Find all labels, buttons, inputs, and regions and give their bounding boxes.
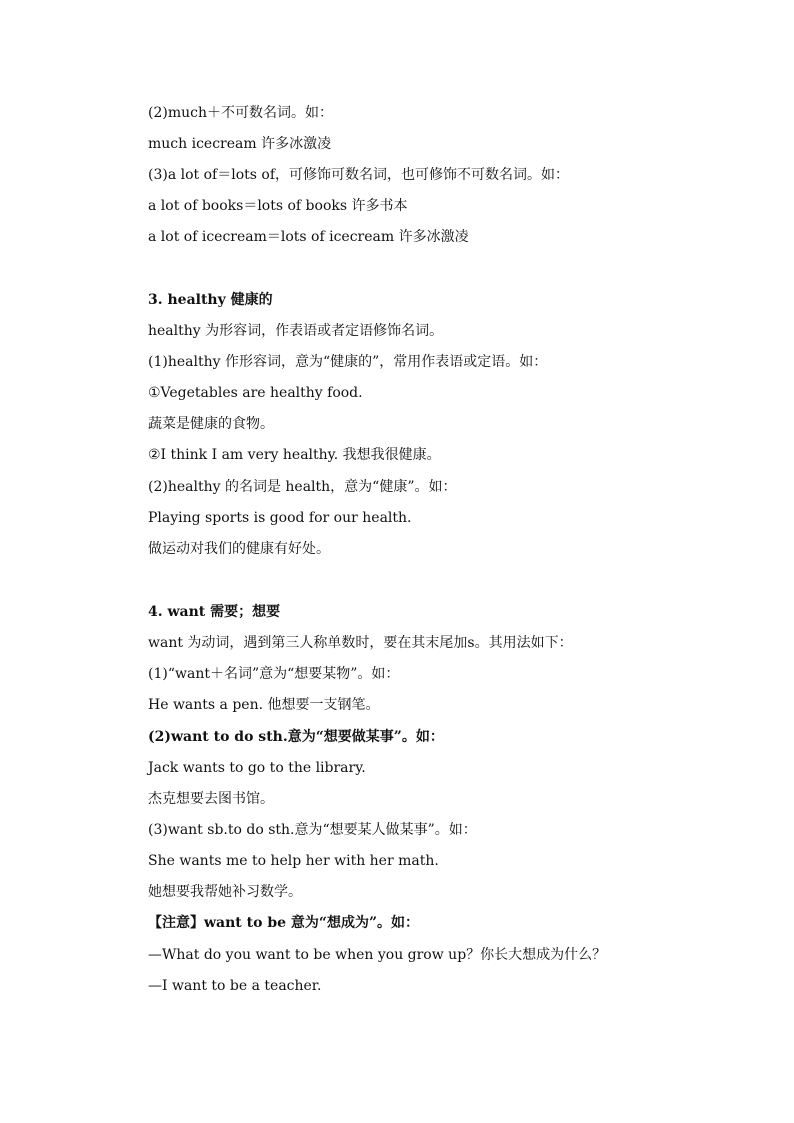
text-line: (3)a lot of＝lots of，可修饰可数名词，也可修饰不可数名词。如：	[148, 167, 569, 183]
text-line: (1)“want＋名词”意为“想要某物”。如：	[148, 666, 400, 682]
translation-line: 杰克想要去图书馆。	[148, 791, 274, 807]
text-line: (2)healthy 的名词是 health，意为“健康”。如：	[148, 479, 457, 495]
section-heading: 4. want 需要；想要	[148, 604, 281, 620]
translation-line: 她想要我帮她补习数学。	[148, 884, 302, 900]
example-line: Jack wants to go to the library.	[148, 760, 366, 776]
text-line: healthy 为形容词，作表语或者定语修饰名词。	[148, 323, 444, 339]
example-line: ②I think I am very healthy. 我想我很健康。	[148, 447, 441, 463]
note-line: 【注意】want to be 意为“想成为”。如：	[148, 915, 419, 931]
translation-line: 蔬菜是健康的食物。	[148, 416, 274, 432]
text-line: want 为动词，遇到第三人称单数时，要在其末尾加s。其用法如下：	[148, 635, 573, 651]
text-line: a lot of icecream＝lots of icecream 许多冰激凌	[148, 229, 469, 245]
text-line: a lot of books＝lots of books 许多书本	[148, 198, 408, 214]
dialogue-line: —I want to be a teacher.	[148, 978, 322, 994]
text-line: (3)want sb.to do sth.意为“想要某人做某事”。如：	[148, 822, 477, 838]
section-heading: 3. healthy 健康的	[148, 292, 273, 308]
dialogue-line: —What do you want to be when you grow up？你长大想成为什么？	[148, 947, 607, 963]
text-line: (2)want to do sth.意为“想要做某事”。如：	[148, 729, 444, 745]
text-line: (1)healthy 作形容词，意为“健康的”，常用作表语或定语。如：	[148, 354, 548, 370]
translation-line: 做运动对我们的健康有好处。	[148, 541, 330, 557]
example-line: Playing sports is good for our health.	[148, 510, 412, 526]
example-line: She wants me to help her with her math.	[148, 853, 439, 869]
example-line: ①Vegetables are healthy food.	[148, 385, 363, 401]
text-line: (2)much＋不可数名词。如：	[148, 105, 333, 121]
text-line: much icecream 许多冰激凌	[148, 136, 332, 152]
example-line: He wants a pen. 他想要一支钢笔。	[148, 697, 380, 713]
